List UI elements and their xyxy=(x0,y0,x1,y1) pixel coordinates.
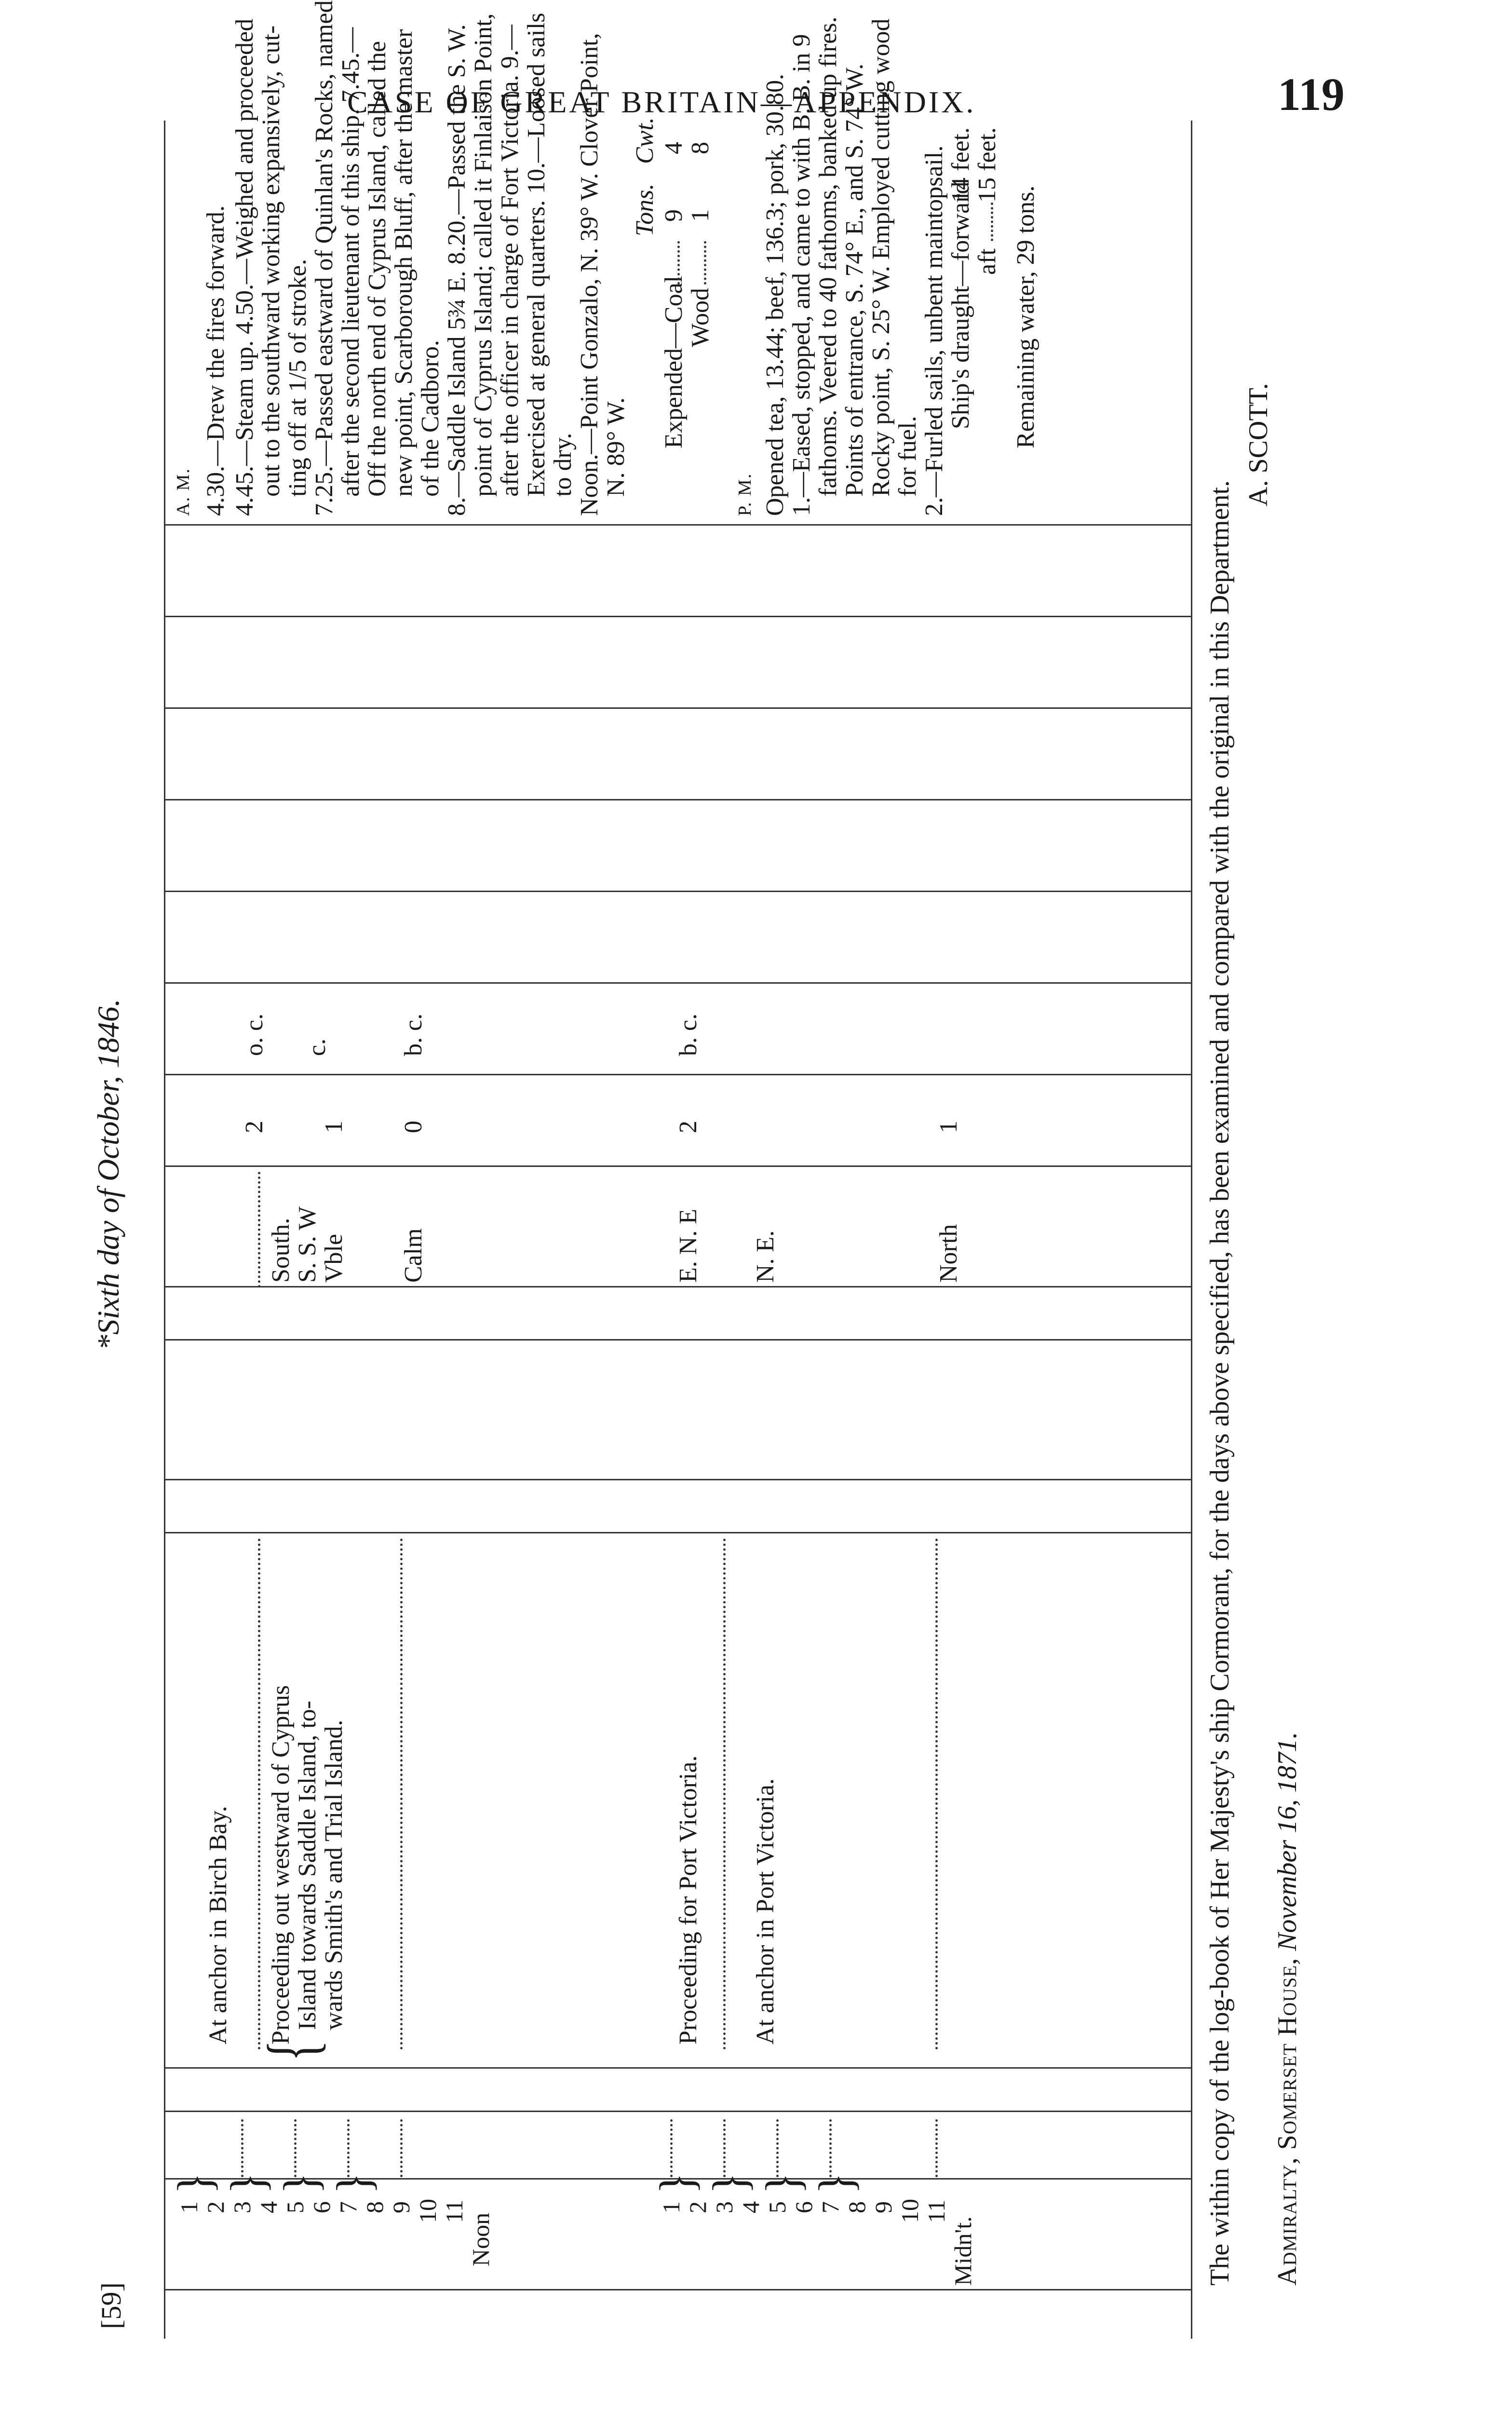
leader-dots xyxy=(776,2119,779,2177)
hour-brace: } xyxy=(167,2172,222,2194)
hour-am: 6 xyxy=(308,2201,335,2213)
column-rule xyxy=(164,2067,1191,2069)
leader-dots xyxy=(400,1538,403,2049)
remark-line: after the second lieutenant of this ship. 7.45.— xyxy=(337,27,364,497)
wind-calm: Calm xyxy=(400,1228,427,1283)
hour-am: 1 xyxy=(176,2201,202,2213)
running-head: CASE OF GREAT BRITAIN—APPENDIX. xyxy=(347,85,976,119)
wind-variable: Vble xyxy=(320,1233,348,1283)
page-number: 119 xyxy=(1278,68,1345,120)
footer-place: Admiralty, Somerset House, xyxy=(1272,1957,1302,2286)
remark-line: of the Cadboro. xyxy=(417,340,444,497)
draught-aft-label: aft xyxy=(973,248,1001,275)
date-caption: *Sixth day of October, 1846. xyxy=(91,999,125,1350)
column-rule xyxy=(164,1286,1191,1287)
leader-dots xyxy=(400,2119,403,2177)
course-proceeding-victoria: Proceeding for Port Victoria. xyxy=(675,1755,702,2045)
column-rule xyxy=(164,2111,1191,2112)
leader-dots xyxy=(723,1538,726,2049)
hour-brace: } xyxy=(756,2172,810,2194)
leader-dots xyxy=(991,203,993,241)
hour-pm: 6 xyxy=(790,2201,817,2213)
hour-am: 7 xyxy=(335,2201,362,2213)
column-rule xyxy=(164,891,1191,892)
footer-place-date xyxy=(1273,1732,1302,2286)
leader-dots xyxy=(935,1538,938,2049)
remark-line: new point, Scarborough Bluff, after the master xyxy=(390,29,418,497)
hour-am: 3 xyxy=(229,2201,256,2213)
leader-dots xyxy=(258,1538,260,2049)
hour-brace: } xyxy=(702,2172,757,2194)
expended-wood-cwt: 8 xyxy=(687,142,714,154)
hour-am: 9 xyxy=(388,2201,415,2213)
hour-brace: } xyxy=(273,2172,328,2194)
leader-dots xyxy=(704,241,706,284)
hour-pm: 1 xyxy=(658,2201,685,2213)
column-rule xyxy=(164,1479,1191,1480)
remark-line: Noon.—Point Gonzalo, N. 39° W. Clover Point, xyxy=(576,33,603,516)
course-anchor-victoria: At anchor in Port Victoria. xyxy=(752,1778,779,2045)
hour-pm: 8 xyxy=(843,2201,870,2213)
wind-force: 0 xyxy=(400,1121,427,1133)
remark-line: Opened tea, 13.44; beef, 136.3; pork, 30.80. xyxy=(761,73,789,516)
leader-dots xyxy=(294,2119,297,2177)
wind-south: South. xyxy=(267,1218,295,1283)
column-rule xyxy=(164,707,1191,709)
hour-am: 11 xyxy=(441,2199,468,2223)
course-anchor-birch: At anchor in Birch Bay. xyxy=(204,1806,232,2045)
hour-pm: 10 xyxy=(896,2199,923,2223)
hour-pm: 9 xyxy=(870,2201,897,2213)
expended-coal-label: Expended—Coal xyxy=(660,275,688,448)
remark-line: 7.25.—Passed eastward of Quinlan's Rocks, named xyxy=(310,0,338,516)
column-rule xyxy=(164,1339,1191,1341)
remark-line: Rocky point, S. 25° W. Employed cutting wood xyxy=(867,18,895,497)
expended-coal-tons: 9 xyxy=(660,209,688,222)
column-rule xyxy=(164,616,1191,617)
course-proceeding-line: Island towards Saddle Island, to- xyxy=(294,1700,321,2030)
leader-dots xyxy=(935,2119,938,2177)
column-rule xyxy=(164,982,1191,984)
wind-force: 2 xyxy=(675,1121,702,1133)
expended-cwt-header: Cwt. xyxy=(631,117,659,164)
column-rule xyxy=(164,2289,1191,2290)
table-top-rule xyxy=(164,121,165,2339)
leader-dots xyxy=(829,2119,832,2177)
hour-pm: 5 xyxy=(764,2201,791,2213)
remarks-am-label: A. M. xyxy=(173,468,193,516)
weather-code: b. c. xyxy=(675,1013,702,1056)
column-rule xyxy=(164,1165,1191,1167)
table-bottom-rule xyxy=(1191,121,1192,2339)
hour-pm: 7 xyxy=(817,2201,844,2213)
wind-force: 1 xyxy=(935,1121,962,1133)
remark-line: 1.—Eased, stopped, and came to with B. B. in 9 xyxy=(788,34,815,516)
leader-dots xyxy=(670,2119,673,2177)
draught-forward-value: 14 feet. xyxy=(947,127,974,203)
remark-line: Points of entrance, S. 74° E., and S. 74° W. xyxy=(841,63,868,497)
hour-am: 5 xyxy=(282,2201,309,2213)
hour-noon: Noon xyxy=(467,2212,494,2266)
hour-am: 2 xyxy=(202,2201,229,2213)
wind-north: North xyxy=(935,1224,962,1283)
remark-line: to dry. xyxy=(549,433,577,497)
wind-ssw: S. S. W xyxy=(294,1206,321,1283)
leader-dots xyxy=(347,2119,350,2177)
log-table xyxy=(87,0,1427,2339)
hour-brace: } xyxy=(809,2172,864,2194)
leader-dots xyxy=(258,1172,260,1287)
wind-ene: E. N. E xyxy=(675,1208,702,1283)
remark-line: after the officer in charge of Fort Victoria. 9.— xyxy=(496,25,524,497)
draught-forward-label: Ship's draught—forward xyxy=(947,181,974,429)
remark-line: Off the north end of Cyprus Island, called the xyxy=(364,41,391,497)
hour-pm: 4 xyxy=(737,2201,764,2213)
column-rule xyxy=(164,524,1191,526)
remark-line: out to the southward working expansively, cut- xyxy=(257,25,285,497)
signature: A. SCOTT. xyxy=(1243,383,1273,506)
weather-code: b. c. xyxy=(400,1013,427,1056)
remark-line: 4.45.—Steam up. 4.50.—Weighed and proceeded xyxy=(231,18,258,516)
hour-pm: 3 xyxy=(711,2201,738,2213)
draught-aft-value: 15 feet. xyxy=(973,127,1001,203)
remark-line: 4.30.—Drew the fires forward. xyxy=(202,205,230,516)
expended-wood-tons: 1 xyxy=(687,209,714,222)
remark-line: ting off at 1/5 of stroke. xyxy=(284,259,311,497)
remarks-pm-label: P. M. xyxy=(735,473,755,516)
footer-date: November 16, 1871. xyxy=(1272,1732,1302,1951)
remark-line: N. 89° W. xyxy=(602,397,630,497)
hour-brace: } xyxy=(649,2172,704,2194)
hour-brace: } xyxy=(326,2172,381,2194)
certification-text: The within copy of the log-book of Her Majesty's ship Cormorant, for the days above specified, has been examined and compared with the original in this Department. xyxy=(1205,480,1235,2286)
column-rule xyxy=(164,1532,1191,1533)
hour-pm: 11 xyxy=(923,2199,950,2223)
weather-code: o. c. xyxy=(241,1013,268,1056)
leader-dots xyxy=(723,2119,726,2177)
side-marker: [59] xyxy=(95,2282,127,2329)
expended-coal-cwt: 4 xyxy=(660,142,688,154)
expended-tons-header: Tons. xyxy=(631,183,659,236)
column-rule xyxy=(164,1074,1191,1075)
leader-dots xyxy=(677,241,680,284)
hour-brace: } xyxy=(220,2172,275,2194)
wind-ne: N. E. xyxy=(752,1230,779,1283)
remark-line: point of Cyprus Island; called it Finlaison Point, xyxy=(470,13,497,497)
remaining-water: Remaining water, 29 tons. xyxy=(1012,185,1040,448)
remark-line: for fuel. xyxy=(894,416,921,497)
hour-am: 4 xyxy=(255,2201,282,2213)
remark-line: fathoms. Veered to 40 fathoms, banked up fires. xyxy=(814,16,842,497)
wind-force: 1 xyxy=(320,1121,348,1133)
course-proceeding-line: Proceeding out westward of Cyprus xyxy=(267,1685,295,2045)
wind-force: 2 xyxy=(241,1121,268,1133)
remark-line: Exercised at general quarters. 10.—Loosed sails xyxy=(523,13,550,497)
remark-line: 2.—Furled sails, unbent maintopsail. xyxy=(920,145,948,516)
expended-wood-label: Wood xyxy=(687,288,714,347)
column-rule xyxy=(164,799,1191,800)
weather-code: c. xyxy=(303,1038,331,1056)
course-brace: { xyxy=(253,2040,332,2061)
remark-line: 8.—Saddle Island 5¾ E. 8.20.—Passed the S. W. xyxy=(443,24,471,516)
hour-pm: 2 xyxy=(684,2201,711,2213)
course-proceeding-line: wards Smith's and Trial Island. xyxy=(320,1720,348,2030)
hour-am: 8 xyxy=(361,2201,388,2213)
hour-midnight: Midn't. xyxy=(949,2216,976,2286)
leader-dots xyxy=(241,2119,243,2177)
hour-am: 10 xyxy=(414,2199,441,2223)
